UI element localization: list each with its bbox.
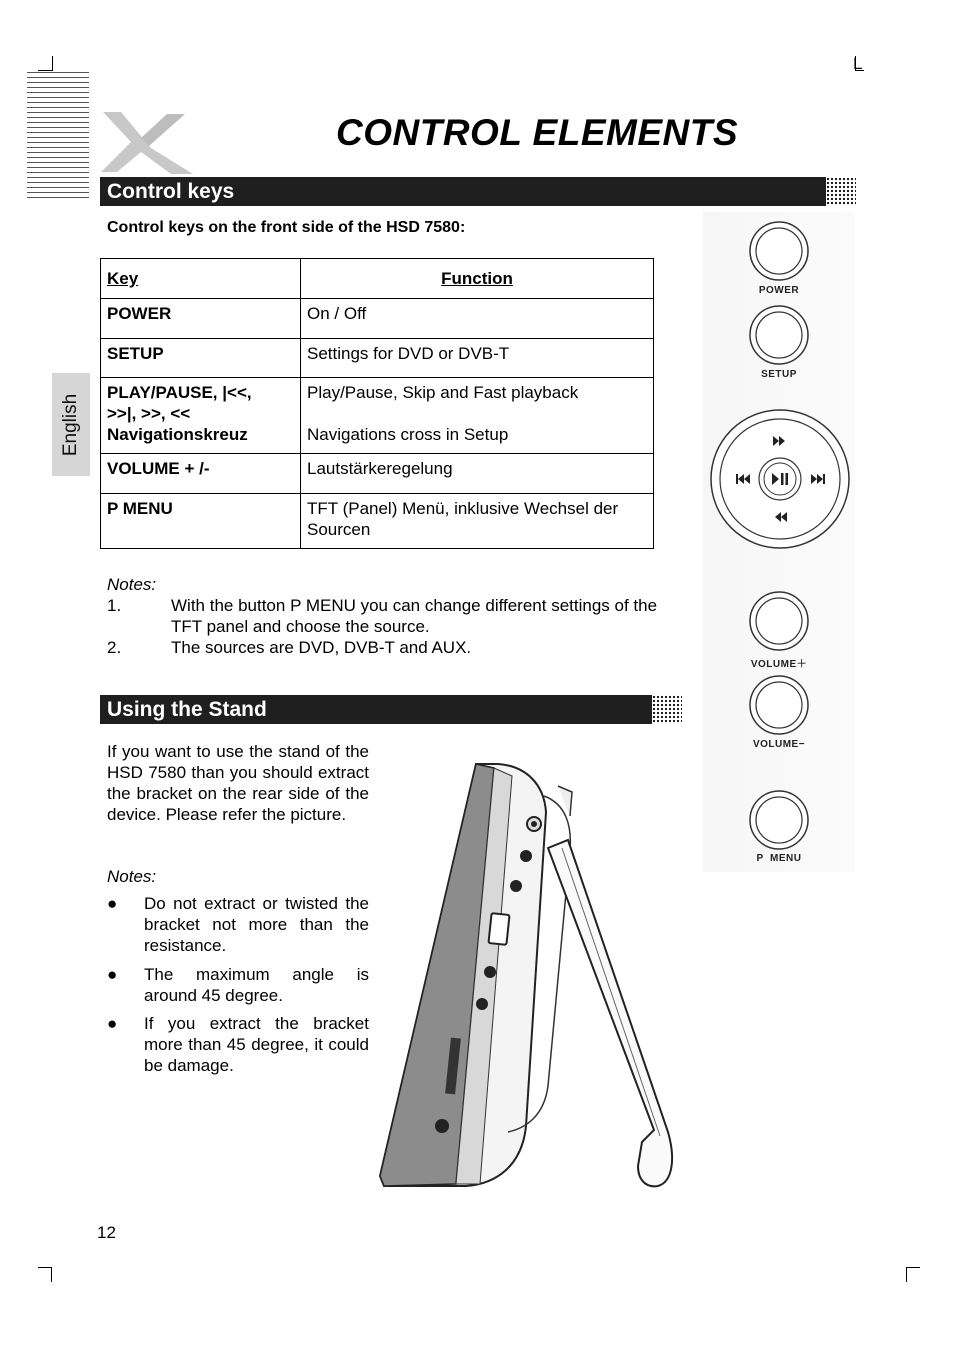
column-header-function: Function bbox=[301, 259, 654, 299]
key-cell: P MENU bbox=[101, 494, 301, 549]
setup-button-label: SETUP bbox=[761, 369, 797, 380]
control-keys-subheading: Control keys on the front side of the HSD 7580: bbox=[107, 219, 466, 236]
using-stand-heading bbox=[100, 695, 652, 724]
notes-label: Notes: bbox=[107, 575, 157, 594]
function-cell: TFT (Panel) Menü, inklusive Wechsel der Sourcen bbox=[301, 494, 654, 549]
power-button-label: POWER bbox=[758, 285, 800, 296]
key-cell: SETUP bbox=[101, 339, 301, 378]
function-cell: On / Off bbox=[301, 299, 654, 339]
stand-bullet: The maximum angle is around 45 degree. bbox=[144, 965, 369, 1005]
navigation-cross-illustration bbox=[709, 408, 851, 550]
table-row bbox=[101, 454, 654, 494]
function-cell bbox=[301, 378, 654, 454]
note-line: With the button P MENU you can change different settings of the bbox=[171, 596, 658, 615]
p-menu-button-label: P MENU bbox=[756, 853, 802, 864]
corner-mark-letter: L bbox=[853, 54, 863, 73]
key-line: Navigationskreuz bbox=[107, 425, 248, 444]
brand-x-logo bbox=[97, 108, 197, 176]
control-keys-heading-dots bbox=[826, 177, 856, 206]
note-number: 1. bbox=[107, 596, 122, 615]
table-row bbox=[101, 339, 654, 378]
left-stripe-decoration bbox=[27, 72, 89, 198]
function-line: Play/Pause, Skip and Fast playback bbox=[307, 383, 579, 402]
stand-intro: If you want to use the stand of the HSD 7580 than you should extract the bracket on the rear side of the device. Please refer the picture. bbox=[107, 742, 369, 824]
key-cell: POWER bbox=[101, 299, 301, 339]
crop-mark-bottom-left bbox=[38, 1267, 52, 1282]
key-cell: VOLUME + /- bbox=[101, 454, 301, 494]
page-number: 12 bbox=[97, 1223, 116, 1242]
note-text bbox=[171, 595, 701, 637]
language-tab bbox=[52, 373, 90, 476]
bullet-icon: ● bbox=[107, 965, 118, 984]
key-cell bbox=[101, 378, 301, 454]
control-keys-table bbox=[100, 258, 654, 549]
using-stand-heading-text: Using the Stand bbox=[107, 698, 267, 721]
function-line: Navigations cross in Setup bbox=[307, 425, 509, 444]
function-cell: Settings for DVD or DVB-T bbox=[301, 339, 654, 378]
language-tab-label: English bbox=[60, 393, 81, 456]
crop-mark-top-left bbox=[38, 56, 53, 71]
page-title: CONTROL ELEMENTS bbox=[336, 112, 738, 153]
p-menu-button-illustration bbox=[748, 789, 810, 851]
volume-up-button-illustration bbox=[748, 590, 810, 652]
using-stand-heading-dots bbox=[652, 695, 682, 724]
control-keys-heading-text: Control keys bbox=[107, 180, 235, 203]
device-stand-illustration bbox=[376, 756, 698, 1192]
volume-up-button-label: VOLUME＋ bbox=[750, 659, 808, 670]
table-row bbox=[101, 494, 654, 549]
function-cell: Lautstärkeregelung bbox=[301, 454, 654, 494]
table-row bbox=[101, 378, 654, 454]
setup-button-illustration bbox=[748, 304, 810, 366]
control-keys-heading bbox=[100, 177, 826, 206]
stand-bullet: If you extract the bracket more than 45 degree, it could be damage. bbox=[144, 1014, 369, 1075]
key-line: >>|, >>, << bbox=[107, 404, 191, 423]
stand-notes-label: Notes: bbox=[107, 867, 157, 886]
table-header-row bbox=[101, 259, 654, 299]
note-text: The sources are DVD, DVB-T and AUX. bbox=[171, 638, 472, 657]
volume-down-button-label: VOLUME− bbox=[752, 739, 806, 750]
note-line: TFT panel and choose the source. bbox=[171, 617, 430, 636]
crop-mark-bottom-right bbox=[906, 1267, 920, 1282]
column-header-key: Key bbox=[101, 259, 301, 299]
volume-down-button-illustration bbox=[748, 674, 810, 736]
stand-bullet: Do not extract or twisted the bracket not more than the resistance. bbox=[144, 894, 369, 955]
note-number: 2. bbox=[107, 638, 122, 657]
table-row bbox=[101, 299, 654, 339]
bullet-icon: ● bbox=[107, 1014, 118, 1033]
key-line: PLAY/PAUSE, |<<, bbox=[107, 383, 252, 402]
bullet-icon: ● bbox=[107, 894, 118, 913]
power-button-illustration bbox=[748, 220, 810, 282]
